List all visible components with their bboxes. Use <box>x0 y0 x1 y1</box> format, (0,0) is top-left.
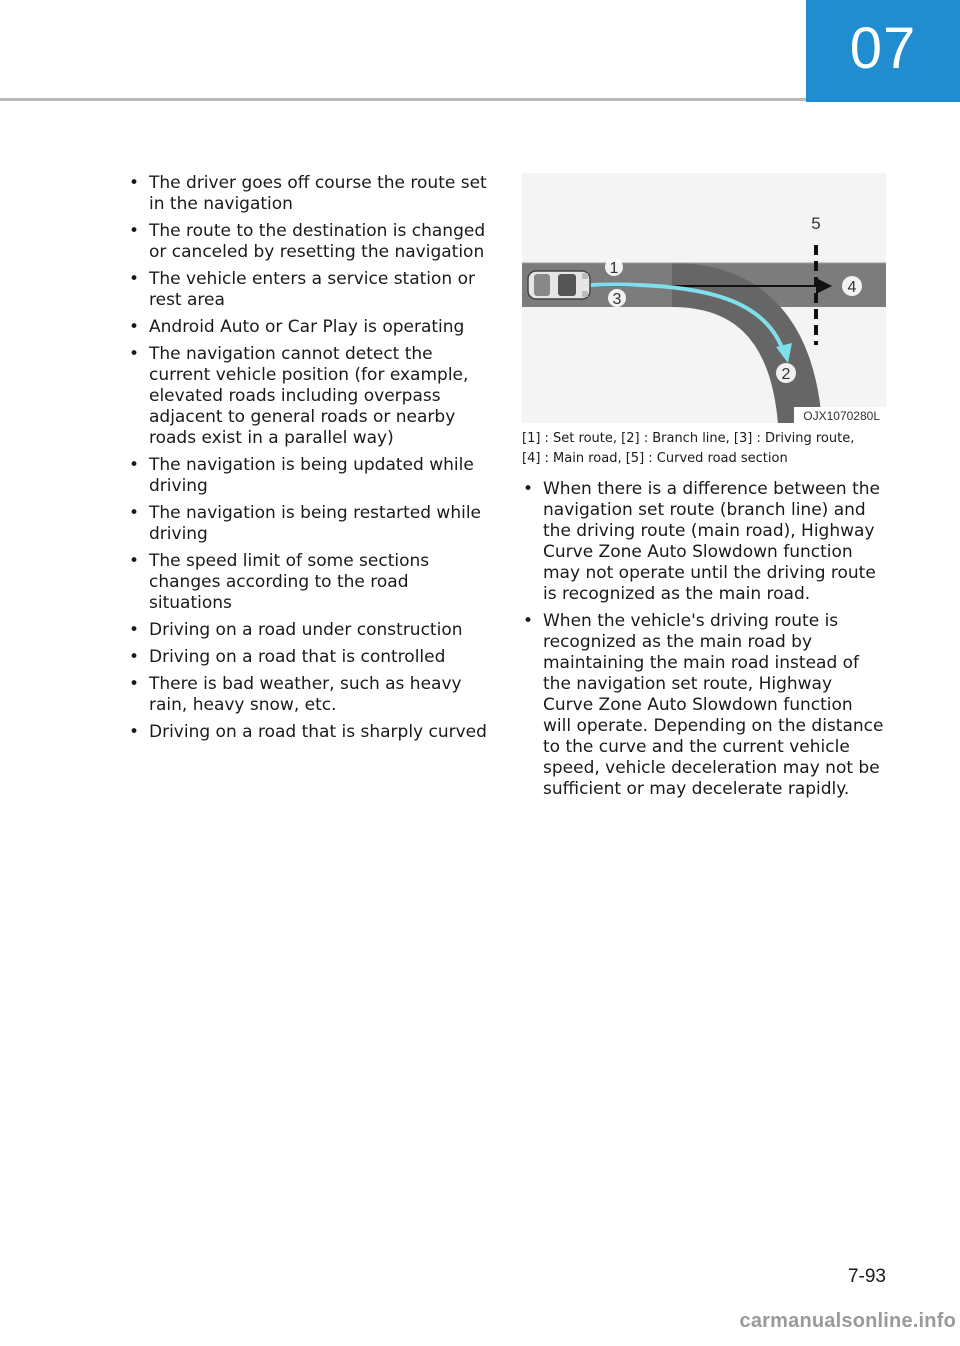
figure-caption: [1] : Set route, [2] : Branch line, [3] : Driving route, [4] : Main road, [5] : Curved road section <box>522 431 855 466</box>
route-diagram-svg <box>522 173 886 423</box>
callout-3: 3 <box>612 291 622 308</box>
figure-code: OJX1070280L <box>803 409 880 423</box>
callout-2: 2 <box>781 366 791 383</box>
callout-1: 1 <box>609 260 619 277</box>
list-item: • The vehicle enters a service station or rest area <box>128 269 475 310</box>
route-diagram <box>522 173 886 423</box>
bullet-icon: • <box>128 722 140 742</box>
bullet-icon: • <box>522 479 534 499</box>
bullet-icon: • <box>128 503 140 523</box>
list-item: • Driving on a road that is sharply curved <box>128 722 487 742</box>
bullet-icon: • <box>128 221 140 241</box>
callout-5: 5 <box>811 214 821 233</box>
bullet-icon: • <box>128 269 140 289</box>
bullet-icon: • <box>128 647 140 667</box>
list-item: • Driving on a road under construction <box>128 620 463 640</box>
chapter-tab: 07 <box>806 0 960 102</box>
list-item: • The driver goes off course the route set in the navigation <box>128 173 487 214</box>
bullet-icon: • <box>522 611 534 631</box>
list-item: • When the vehicle's driving route is recognized as the main road by maintaining the main road instead of the navigation set route, Highway Curve Zone Auto Slowdown function will operate. Depending on the distance to the curve and the current vehicle speed, vehicle deceleration may not be sufficient or may decelerate rapidly. <box>522 611 884 799</box>
bullet-icon: • <box>128 620 140 640</box>
condition-list <box>128 173 490 743</box>
list-item: • Driving on a road that is controlled <box>128 647 446 667</box>
list-item: • When there is a difference between the navigation set route (branch line) and the driving route (main road), Highway Curve Zone Auto Slowdown function may not operate until the driving route is recognized as the main road. <box>522 479 880 604</box>
bullet-icon: • <box>128 455 140 475</box>
bullet-icon: • <box>128 551 140 571</box>
list-item: • Android Auto or Car Play is operating <box>128 317 465 337</box>
list-item: • The navigation is being updated while driving <box>128 455 474 496</box>
bullet-icon: • <box>128 317 140 337</box>
right-column <box>522 173 886 806</box>
list-item: • The navigation is being restarted while driving <box>128 503 482 544</box>
left-column <box>128 173 490 749</box>
watermark: carmanualsonline.info <box>739 1310 956 1332</box>
callout-4: 4 <box>847 279 857 296</box>
page-number: 7-93 <box>847 1266 886 1287</box>
notes-list <box>522 479 886 800</box>
list-item: • The speed limit of some sections changes according to the road situations <box>128 551 430 613</box>
header-rule <box>0 98 806 101</box>
list-item: • There is bad weather, such as heavy rain, heavy snow, etc. <box>128 674 462 715</box>
bullet-icon: • <box>128 674 140 694</box>
bullet-icon: • <box>128 173 140 193</box>
bullet-icon: • <box>128 344 140 364</box>
car-icon <box>528 271 590 299</box>
list-item: • The navigation cannot detect the current vehicle position (for example, elevated roads including overpass adjacent to general roads or nearby roads exist in a parallel way) <box>128 344 469 448</box>
list-item: • The route to the destination is changed or canceled by resetting the navigation <box>128 221 486 262</box>
